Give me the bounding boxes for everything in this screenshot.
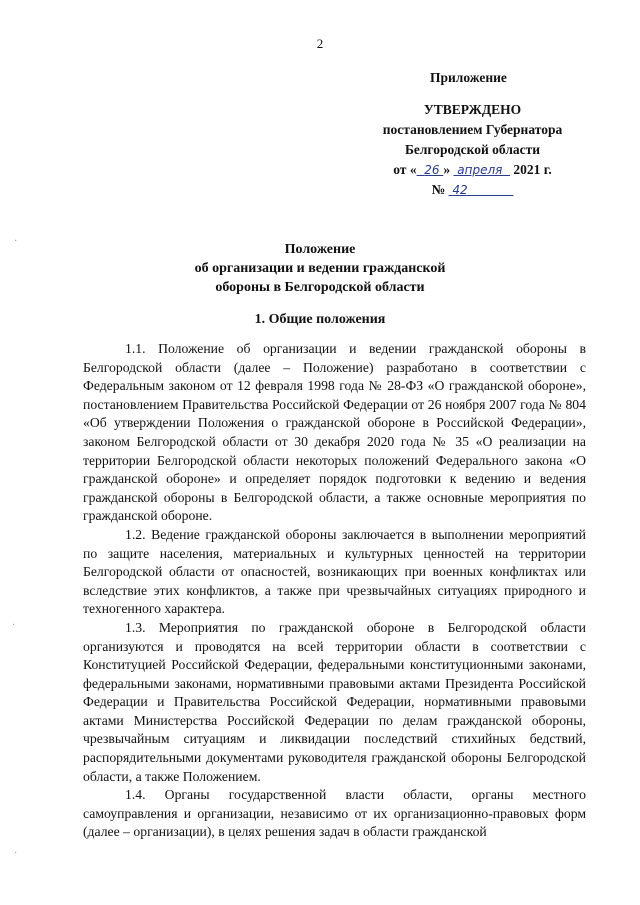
title-line-1: Положение (284, 242, 356, 257)
document-number: 42 (452, 183, 468, 197)
paragraph-1-2: 1.2. Ведение гражданской обороны заключается в выполнении мероприятий по защите населения, материальных и культурных ценностей на территории Белгородской области от опасностей, возникающих при военных конфликтах или вследствие этих конфликтов, а также при чрезвычайных ситуациях природного и техногенного характера. (83, 526, 586, 617)
date-day: 26 (424, 163, 440, 177)
appendix-label: Приложение (430, 70, 507, 85)
date-month: апреля (457, 163, 503, 177)
date-line (370, 160, 575, 180)
document-body (83, 340, 586, 842)
approved-label: УТВЕРЖДЕНО (423, 102, 522, 117)
scan-speck: · (14, 236, 18, 247)
date-year: 2021 г. (513, 162, 552, 177)
page-number: 2 (316, 36, 324, 51)
section-title: 1. Общие положения (254, 312, 386, 327)
document-title (0, 240, 640, 297)
region-line: Белгородской области (404, 142, 541, 157)
paragraph-1-1: 1.1. Положение об организации и ведении гражданской обороны в Белгородской области (далее – Положение) разработано в соответствии с Федеральным законом от 12 февраля 1998 года № 28-ФЗ «О гражданской обороне», постановлением Правительства Российской Федерации от 26 ноября 2007 года № 804 «Об утверждении Положения о гражданской обороне в Российской Федерации», законом Белгородской области от 30 декабря 2020 года № 35 «О реализации на территории Белгородской области некоторых положений Федерального закона «О гражданской обороне» и определяет порядок подготовки к ведению и ведения гражданской обороны в Белгородской области, а также основные мероприятия по гражданской обороне. (83, 341, 586, 524)
date-prefix: от « (393, 162, 417, 177)
decree-line: постановлением Губернатора (382, 122, 563, 137)
scan-speck: · (14, 848, 18, 859)
title-line-2: об организации и ведении гражданской (194, 261, 446, 276)
scan-speck: · (12, 620, 16, 631)
number-line (370, 180, 575, 200)
date-mid: » (443, 162, 451, 177)
paragraph-1-4: 1.4. Органы государственной власти области, органы местного самоуправления и организации, независимо от их организационно-правовых форм (далее – организации), в целях решения задач в области гражданской (83, 787, 586, 840)
title-line-3: обороны в Белгородской области (215, 280, 425, 295)
number-prefix: № (431, 182, 446, 197)
paragraph-1-3: 1.3. Мероприятия по гражданской обороне в Белгородской области организуются и проводятся на всей территории области в соответствии с Конституцией Российской Федерации, федеральными конституционными законами, федеральными законами, нормативными правовыми актами Президента Российской Федерации и Правительства Российской Федерации, нормативными правовыми актами Министерства Российской Федерации по делам гражданской обороны, чрезвычайным ситуациям и ликвидации последствий стихийных бедствий, распорядительными документами руководителя гражданской обороны Белгородской области, а также Положением. (83, 619, 586, 784)
